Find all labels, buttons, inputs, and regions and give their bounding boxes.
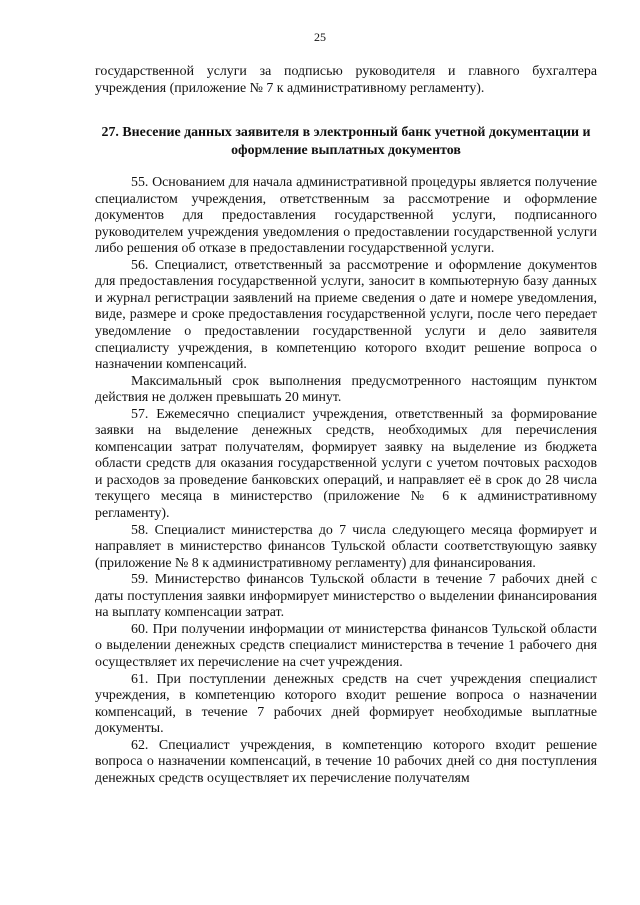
paragraph-57: 57. Ежемесячно специалист учреждения, ответственный за формирование заявки на выделение денежных средств, необходимых для перечисления компенсации затрат получателям, формирует заявку на выделение из бюджета области средств для оказания государственной услуги с учетом почтовых расходов и расходов за проведение банковских операций, и направляет её в срок до 28 числа текущего месяца в министерство (приложение № 6 к административному регламенту). <box>95 406 597 522</box>
paragraph-56-time-limit: Максимальный срок выполнения предусмотренного настоящим пунктом действия не должен превышать 20 минут. <box>95 373 597 406</box>
paragraph-59: 59. Министерство финансов Тульской области в течение 7 рабочих дней с даты поступления заявки информирует министерство о выделении финансирования на выплату компенсации затрат. <box>95 572 597 621</box>
paragraph-61: 61. При поступлении денежных средств на счет учреждения специалист учреждения, в компетенцию которого входит решение вопроса о назначении компенсаций, в течение 7 рабочих дней формирует необходимые выплатные документы. <box>95 671 597 737</box>
paragraph-60: 60. При получении информации от министерства финансов Тульской области о выделении денежных средств специалист министерства в течение 1 рабочего дня осуществляет их перечисление на счет учреждения. <box>95 621 597 670</box>
section-heading: 27. Внесение данных заявителя в электронный банк учетной документации и оформление выплатных документов <box>101 125 591 158</box>
paragraph-56: 56. Специалист, ответственный за рассмотрение и оформление документов для предоставления государственной услуги, заносит в компьютерную базу данных и журнал регистрации заявлений на приеме сведения о дате и номере уведомления, виде, размере и сроке предоставления государственной услуги, после чего передает уведомление о предоставлении государственной услуги и дело заявителя специалисту учреждения, в компетенцию которого входит решение вопроса о назначении компенсаций. <box>95 257 597 373</box>
paragraph-62: 62. Специалист учреждения, в компетенцию которого входит решение вопроса о назначении компенсаций, в течение 10 рабочих дней со дня поступления денежных средств осуществляет их перечисление получателям <box>95 737 597 786</box>
document-body <box>95 64 597 787</box>
intro-paragraph: государственной услуги за подписью руководителя и главного бухгалтера учреждения (приложение № 7 к административному регламенту). <box>95 64 597 96</box>
paragraph-58: 58. Специалист министерства до 7 числа следующего месяца формирует и направляет в министерство финансов Тульской области соответствующую заявку (приложение № 8 к административному регламенту) для финансирования. <box>95 522 597 571</box>
paragraph-55: 55. Основанием для начала административной процедуры является получение специалистом учреждения, ответственным за рассмотрение и оформление документов для предоставления государственной услуги, подписанного руководителем учреждения уведомления о предоставлении государственной услуги либо решения об отказе в предоставлении государственной услуги. <box>95 175 597 257</box>
page-number: 25 <box>314 30 326 44</box>
